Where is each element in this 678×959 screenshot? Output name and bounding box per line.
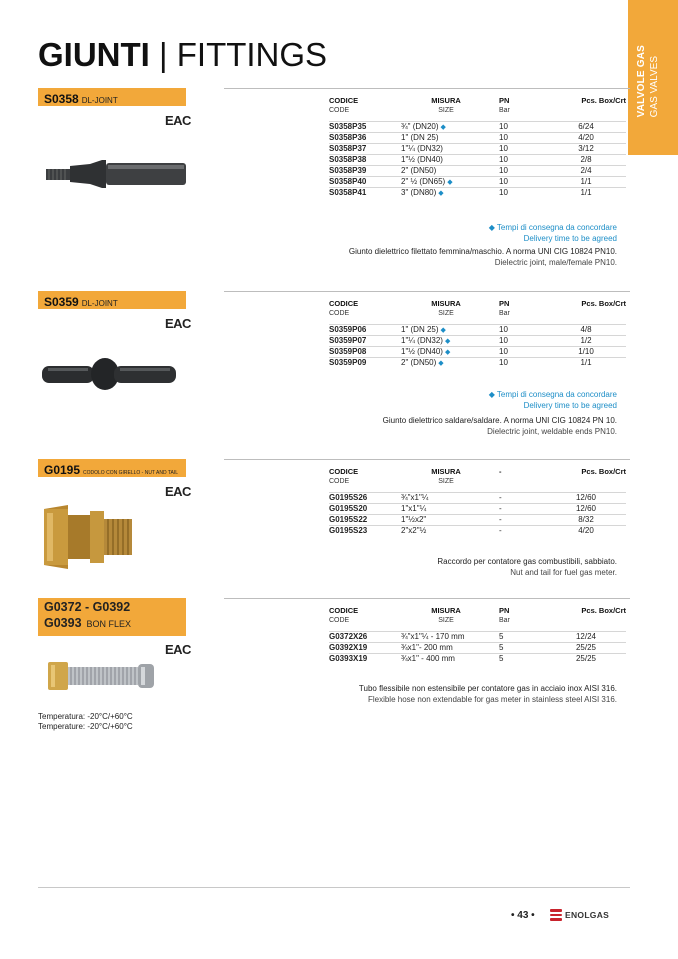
table-row: [329, 132, 626, 143]
section-bon-flex: [38, 598, 630, 708]
row-size: 1"¼ (DN32): [401, 143, 491, 154]
table-row: [329, 492, 626, 503]
side-tab-line2: GAS VALVES: [649, 55, 660, 117]
row-pcs: 4/8: [546, 324, 626, 335]
description-en: Nut and tail for fuel gas meter.: [510, 568, 617, 577]
row-code: S0358P39: [329, 165, 401, 176]
row-pcs: 8/32: [546, 514, 626, 525]
eac-mark: EAC: [165, 316, 191, 331]
section-code: S0359: [44, 295, 79, 309]
product-table: [329, 605, 626, 664]
footer-divider: [38, 887, 630, 888]
col-pn-header: PN: [499, 605, 510, 615]
row-pcs: 4/20: [546, 132, 626, 143]
description-en: Dielectric joint, weldable ends PN10.: [487, 427, 617, 436]
row-size-text: ¾" (DN20): [401, 122, 439, 131]
delivery-note-en: Delivery time to be agreed: [523, 401, 617, 410]
diamond-icon: ◆: [447, 179, 453, 186]
page-number: • 43 •: [511, 910, 535, 921]
product-table: [329, 95, 626, 198]
row-size: [401, 335, 491, 346]
col-code-header: CODICE: [329, 95, 359, 105]
description-it: Giunto dielettrico filettato femmina/maschio. A norma UNI CIG 10824 PN10.: [348, 247, 617, 256]
row-code: G0392X19: [329, 642, 401, 653]
col-pn-subheader: Bar: [499, 617, 510, 624]
row-pn: -: [491, 503, 546, 514]
row-code: S0359P06: [329, 324, 401, 335]
section-code: G0372 - G0392: [44, 600, 131, 614]
dl-joint-weld-image: [38, 357, 198, 393]
row-pn: 10: [491, 165, 546, 176]
table-row: [329, 165, 626, 176]
table-row: [329, 642, 626, 653]
section-code: S0358: [44, 92, 79, 106]
row-pcs: 1/1: [546, 187, 626, 198]
row-size: [401, 187, 491, 198]
row-pcs: 25/25: [546, 653, 626, 664]
description-en: Flexible hose non extendable for gas meter in stainless steel AISI 316.: [367, 695, 617, 704]
row-pn: 10: [491, 324, 546, 335]
diamond-icon: ◆: [440, 124, 446, 131]
section-name: DL-JOINT: [81, 299, 118, 308]
brand-logo: [550, 909, 609, 921]
row-size: 2"x2"½: [401, 525, 491, 536]
dl-joint-threaded-image: [38, 148, 198, 198]
diamond-icon: ◆: [440, 327, 446, 334]
row-code: S0358P35: [329, 121, 401, 132]
row-size: ¾x1"- 200 mm: [401, 642, 491, 653]
temperature-en: Temperature: -20°C/+60°C: [38, 722, 133, 731]
row-code: G0372X26: [329, 631, 401, 642]
section-label: [38, 291, 186, 309]
flex-hose-image: [38, 656, 198, 696]
temperature-range: [38, 712, 133, 732]
table-row: [329, 357, 626, 368]
row-code: S0359P09: [329, 357, 401, 368]
row-size-text: 3" (DN80): [401, 188, 437, 198]
row-code: S0358P37: [329, 143, 401, 154]
table-row: [329, 514, 626, 525]
temperature-it: Temperatura: -20°C/+60°C: [38, 712, 133, 721]
page-title-en: FITTINGS: [176, 36, 328, 73]
col-code-header: CODICE: [329, 298, 359, 308]
row-size: 2" (DN50): [401, 165, 491, 176]
row-pcs: 12/60: [546, 492, 626, 503]
table-row: [329, 525, 626, 536]
col-pcs-header: Pcs. Box/Crt: [581, 298, 626, 308]
row-size: ¾"x1"¼: [401, 492, 491, 503]
col-code-header: CODICE: [329, 605, 359, 615]
product-table: [329, 298, 626, 368]
row-code: S0359P08: [329, 346, 401, 357]
row-pcs: 12/60: [546, 503, 626, 514]
row-pcs: 1/10: [546, 346, 626, 357]
page-title: [38, 36, 327, 74]
product-description: [349, 246, 617, 268]
section-divider: [224, 598, 630, 599]
row-pn: 10: [491, 143, 546, 154]
row-code: G0195S20: [329, 503, 401, 514]
table-row: [329, 187, 626, 198]
row-pn: -: [491, 514, 546, 525]
table-row: [329, 346, 626, 357]
section-divider: [224, 88, 630, 89]
description-it: Giunto dielettrico saldare/saldare. A norma UNI CIG 10824 PN 10.: [382, 416, 617, 425]
section-label: [38, 598, 186, 636]
row-size: 1"x1"¼: [401, 503, 491, 514]
col-pn-subheader: Bar: [499, 107, 510, 114]
eac-mark: EAC: [165, 113, 191, 128]
row-size: [401, 357, 491, 368]
page-title-it: GIUNTI: [38, 36, 150, 73]
row-pcs: 1/1: [546, 176, 626, 187]
diamond-icon: ◆: [438, 190, 444, 198]
section-code-2: G0393: [44, 616, 82, 630]
section-label: [38, 459, 186, 477]
row-pcs: 4/20: [546, 525, 626, 536]
section-name: CODOLO CON GIRELLO - NUT AND TAIL: [83, 470, 179, 476]
eac-mark: EAC: [165, 642, 191, 657]
col-size-header: MISURA: [431, 605, 461, 615]
enolgas-logo-icon: [550, 909, 562, 921]
section-s0358: [38, 88, 630, 268]
row-size-text: 1"½ (DN40): [401, 347, 443, 356]
section-g0195: [38, 459, 630, 589]
col-code-subheader: CODE: [329, 107, 350, 114]
row-pn: 10: [491, 335, 546, 346]
col-size-subheader: SIZE: [438, 617, 454, 624]
row-code: S0358P40: [329, 176, 401, 187]
row-pcs: 12/24: [546, 631, 626, 642]
table-row: [329, 176, 626, 187]
col-code-header: CODICE: [329, 466, 359, 476]
row-pcs: 3/12: [546, 143, 626, 154]
brand-name: ENOLGAS: [565, 910, 610, 920]
row-pcs: 25/25: [546, 642, 626, 653]
section-divider: [224, 459, 630, 460]
col-code-subheader: CODE: [329, 617, 350, 624]
row-pn: -: [491, 492, 546, 503]
section-code: G0195: [44, 463, 81, 477]
col-pn-subheader: [491, 476, 546, 487]
row-code: G0195S23: [329, 525, 401, 536]
col-size-subheader: SIZE: [438, 478, 454, 485]
table-row: [329, 503, 626, 514]
row-size-text: 2" (DN50): [401, 358, 437, 368]
diamond-icon: ◆: [444, 349, 451, 356]
row-code: G0393X19: [329, 653, 401, 664]
row-size-text: 2" ½ (DN65): [401, 177, 446, 186]
row-code: S0358P38: [329, 154, 401, 165]
diamond-icon: ◆: [444, 338, 451, 345]
col-size-header: MISURA: [431, 298, 461, 308]
row-size: ¾x1" - 400 mm: [401, 653, 491, 664]
diamond-icon: ◆: [488, 390, 495, 399]
row-pn: 10: [491, 132, 546, 143]
row-pn: 10: [491, 346, 546, 357]
table-row: [329, 653, 626, 664]
table-row: [329, 143, 626, 154]
table-row: [329, 335, 626, 346]
diamond-icon: ◆: [438, 360, 444, 368]
description-it: Tubo flessibile non estensibile per contatore gas in acciaio inox AISI 316.: [358, 684, 617, 693]
col-size-subheader: SIZE: [438, 310, 454, 317]
row-pn: 5: [491, 631, 546, 642]
delivery-note-it: Tempi di consegna da concordare: [496, 390, 617, 399]
row-code: G0195S22: [329, 514, 401, 525]
row-pcs: 1/1: [546, 357, 626, 368]
row-size-text: 1" (DN 25): [401, 325, 439, 334]
col-pn-header: -: [499, 466, 502, 476]
delivery-note-it: Tempi di consegna da concordare: [496, 223, 617, 232]
diamond-icon: ◆: [488, 223, 495, 232]
row-pn: 10: [491, 357, 546, 368]
row-pn: 5: [491, 653, 546, 664]
product-description: [383, 415, 617, 437]
col-size-header: MISURA: [431, 466, 461, 476]
section-label: [38, 88, 186, 106]
col-pn-header: PN: [499, 95, 510, 105]
row-pn: 5: [491, 642, 546, 653]
section-name: BON FLEX: [86, 619, 132, 629]
table-row: [329, 324, 626, 335]
row-code: S0358P41: [329, 187, 401, 198]
col-pcs-header: Pcs. Box/Crt: [581, 605, 626, 615]
col-pn-header: PN: [499, 298, 510, 308]
col-pcs-header: Pcs. Box/Crt: [581, 466, 626, 476]
row-pn: 10: [491, 121, 546, 132]
row-pcs: 2/8: [546, 154, 626, 165]
description-it: Raccordo per contatore gas combustibili, sabbiato.: [437, 557, 617, 566]
product-description: [359, 683, 617, 705]
nut-and-tail-image: [38, 501, 198, 573]
section-s0359: [38, 291, 630, 441]
side-tab-line1: VALVOLE GAS: [636, 44, 647, 117]
row-pn: 10: [491, 187, 546, 198]
row-size: 1" (DN 25): [401, 132, 491, 143]
row-code: S0359P07: [329, 335, 401, 346]
row-size: [401, 176, 491, 187]
delivery-note: [489, 389, 617, 411]
row-pcs: 1/2: [546, 335, 626, 346]
product-table: [329, 466, 626, 536]
eac-mark: EAC: [165, 484, 191, 499]
col-size-subheader: SIZE: [438, 107, 454, 114]
row-size: [401, 324, 491, 335]
delivery-note-en: Delivery time to be agreed: [523, 234, 617, 243]
table-row: [329, 154, 626, 165]
row-size-text: 1"¼ (DN32): [401, 336, 443, 345]
row-size: ¾"x1"¼ - 170 mm: [401, 631, 491, 642]
row-pn: -: [491, 525, 546, 536]
row-size: 1"½x2": [401, 514, 491, 525]
page-title-separator: |: [159, 36, 168, 73]
row-size: 1"½ (DN40): [401, 154, 491, 165]
col-pn-subheader: Bar: [499, 310, 510, 317]
row-size: [401, 121, 491, 132]
col-code-subheader: CODE: [329, 310, 350, 317]
row-pn: 10: [491, 176, 546, 187]
product-description: [437, 556, 617, 578]
section-divider: [224, 291, 630, 292]
row-pcs: 2/4: [546, 165, 626, 176]
description-en: Dielectric joint, male/female PN10.: [494, 258, 617, 267]
row-pn: 10: [491, 154, 546, 165]
row-pcs: 6/24: [546, 121, 626, 132]
table-row: [329, 121, 626, 132]
delivery-note: [489, 222, 617, 244]
col-code-subheader: CODE: [329, 478, 350, 485]
col-pcs-header: Pcs. Box/Crt: [581, 95, 626, 105]
row-code: S0358P36: [329, 132, 401, 143]
table-row: [329, 631, 626, 642]
row-size: [401, 346, 491, 357]
row-code: G0195S26: [329, 492, 401, 503]
col-size-header: MISURA: [431, 95, 461, 105]
category-side-tab: [628, 0, 678, 155]
section-name: DL-JOINT: [81, 96, 118, 105]
